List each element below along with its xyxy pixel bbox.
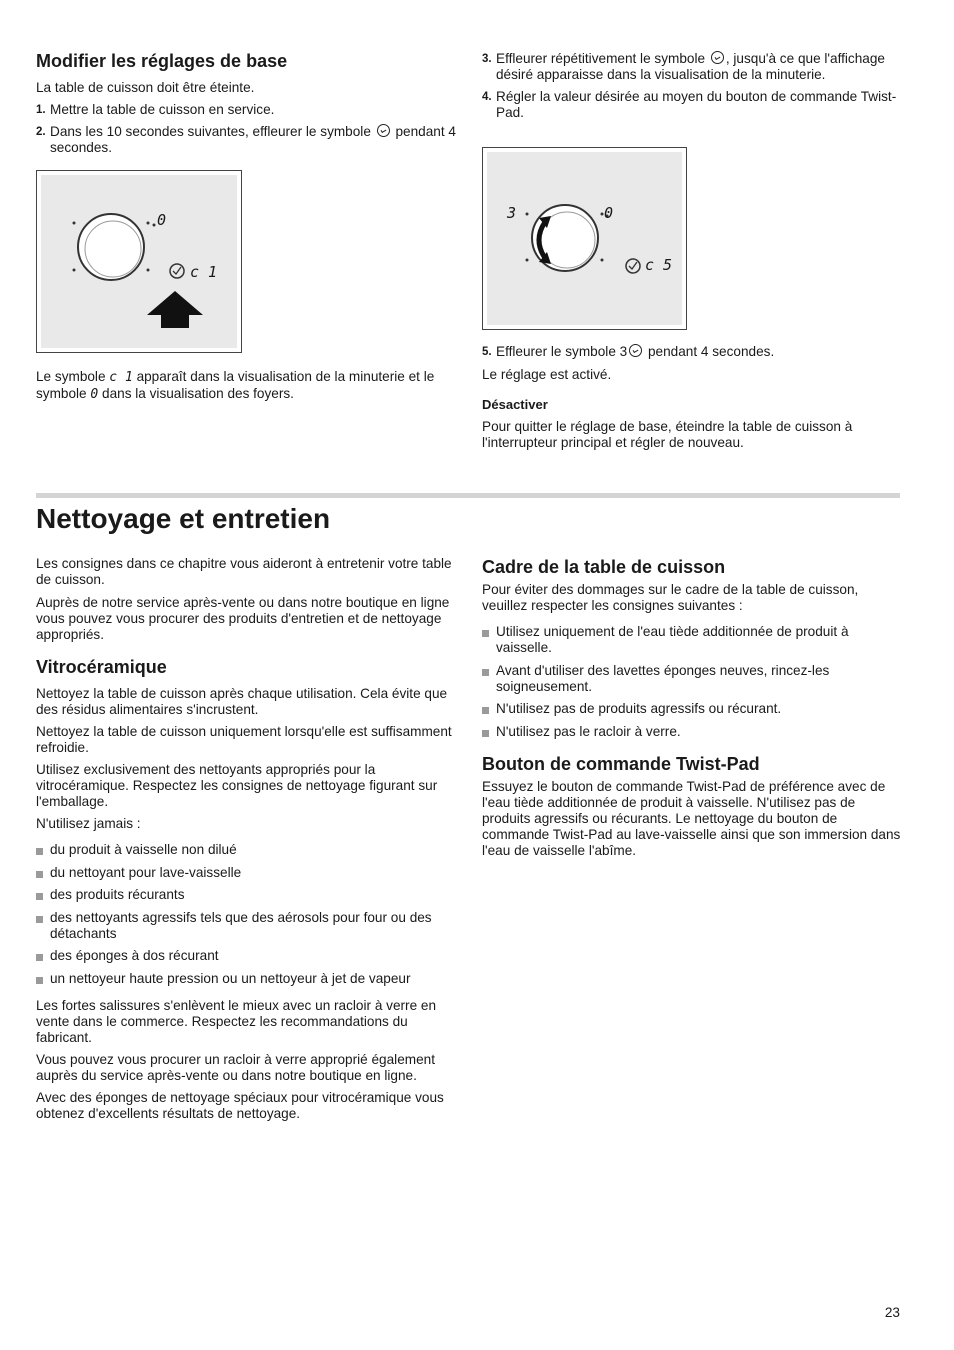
list-item: du produit à vaisselle non dilué xyxy=(36,842,456,858)
section-title: Nettoyage et entretien xyxy=(36,503,331,534)
paragraph: Utilisez exclusivement des nettoyants appropriés pour la vitrocéramique. Respectez les consignes de nettoyage figurant sur l'emballage. xyxy=(36,762,438,809)
list-item: un nettoyeur haute pression ou un nettoyeur à jet de vapeur xyxy=(36,971,456,987)
twist-pad-rotate-icon xyxy=(487,152,682,325)
deactivate-heading: Désactiver xyxy=(482,397,548,412)
step-text-before: Effleurer le symbole 3 xyxy=(496,344,628,359)
control-panel-surface xyxy=(41,175,237,348)
caption-part: dans la visualisation des foyers. xyxy=(102,386,294,401)
step-text xyxy=(496,344,774,360)
timer-symbol-icon xyxy=(711,51,724,64)
paragraph: Nettoyez la table de cuisson après chaque utilisation. Cela évite que des résidus alimentaires s'incrustent. xyxy=(36,686,448,717)
hob-display-zero: 0 xyxy=(157,211,167,229)
hob-display-zero: 0 xyxy=(604,204,614,222)
timer-symbol-icon xyxy=(377,124,390,137)
settings-steps-column xyxy=(482,51,902,121)
cleaning-right-column xyxy=(482,556,902,859)
paragraph: Les consignes dans ce chapitre vous aideront à entretenir votre table de cuisson. xyxy=(36,556,452,587)
step-3 xyxy=(482,51,902,83)
caption-part: Le symbole xyxy=(36,369,106,384)
control-panel-figure-2 xyxy=(482,147,687,330)
step-number: 3. xyxy=(482,53,492,65)
list-item: N'utilisez pas le racloir à verre. xyxy=(482,724,902,740)
step-5 xyxy=(482,344,902,360)
list-item: Avant d'utiliser des lavettes éponges neuves, rincez-les soigneusement. xyxy=(482,663,902,695)
step-text-before: Effleurer répétitivement le symbole xyxy=(496,51,706,66)
paragraph: Essuyez le bouton de commande Twist-Pad de préférence avec de l'eau tiède additionnée de produit à vaisselle. N'utilisez pas de produits agressifs ou récurants. Le nettoyage du bouton de commande Twist-Pad au lave-vaisselle ainsi que son immersion dans l'eau de vaisselle l'abîme. xyxy=(482,778,901,858)
basic-settings-intro: La table de cuisson doit être éteinte. xyxy=(36,80,255,95)
paragraph: Avec des éponges de nettoyage spéciaux pour vitrocéramique vous obtenez d'excellents résultats de nettoyage. xyxy=(36,1089,444,1121)
step-number: 2. xyxy=(36,126,46,138)
frame-heading: Cadre de la table de cuisson xyxy=(482,557,726,577)
paragraph: Auprès de notre service après-vente ou dans notre boutique en ligne vous pouvez vous procurer des produits d'entretien et de nettoyage appropriés. xyxy=(36,595,450,642)
step-text xyxy=(496,51,902,83)
never-use-list xyxy=(36,842,456,987)
twist-pad-knob-icon xyxy=(41,175,237,348)
step-text-after: , jusqu'à ce que l'affichage désiré apparaisse dans la visualisation de la minuterie. xyxy=(496,51,885,82)
list-item: Utilisez uniquement de l'eau tiède additionnée de produit à vaisselle. xyxy=(482,624,902,656)
list-item: du nettoyant pour lave-vaisselle xyxy=(36,865,456,881)
cleaning-left-column xyxy=(36,556,456,1122)
caption-symbol: 0 xyxy=(90,387,99,402)
basic-settings-heading: Modifier les réglages de base xyxy=(36,51,288,71)
list-item: des éponges à dos récurant xyxy=(36,948,456,964)
control-panel-surface xyxy=(487,152,682,325)
step-number: 5. xyxy=(482,346,492,358)
page-number: 23 xyxy=(884,1305,900,1320)
paragraph: Nettoyez la table de cuisson uniquement lorsqu'elle est suffisamment refroidie. xyxy=(36,724,452,755)
step-text-before: Dans les 10 secondes suivantes, effleurer le symbole xyxy=(50,124,371,139)
paragraph: Vous pouvez vous procurer un racloir à verre approprié également auprès du service après-vente ou dans notre boutique en ligne. xyxy=(36,1051,435,1083)
paragraph: Les fortes salissures s'enlèvent le mieux avec un racloir à verre en vente dans le commerce. Respectez les recommandations du fabricant. xyxy=(36,997,437,1045)
step-text xyxy=(50,124,456,156)
list-item: des nettoyants agressifs tels que des aérosols pour four ou des détachants xyxy=(36,910,456,942)
paragraph: N'utilisez jamais : xyxy=(36,816,141,831)
timer-display-code: c 1 xyxy=(190,263,218,281)
timer-display-left: 3 xyxy=(507,204,517,222)
basic-settings-column xyxy=(36,50,456,156)
vitroceramic-heading: Vitrocéramique xyxy=(36,657,167,677)
step-text: Mettre la table de cuisson en service. xyxy=(50,102,275,117)
list-item: des produits récurants xyxy=(36,887,456,903)
caption-part: apparaît dans la visualisation de la minuterie et le symbole xyxy=(36,369,435,401)
step-text: Régler la valeur désirée au moyen du bouton de commande Twist-Pad. xyxy=(496,89,897,120)
step-number: 1. xyxy=(36,104,46,116)
step-text-after: pendant 4 secondes. xyxy=(648,344,775,359)
timer-symbol-icon xyxy=(629,344,642,357)
step-number: 4. xyxy=(482,91,492,103)
figure-1-caption xyxy=(36,369,456,403)
twist-pad-heading: Bouton de commande Twist-Pad xyxy=(482,753,760,774)
section-divider xyxy=(36,493,900,498)
step-2 xyxy=(36,124,456,156)
list-item: N'utilisez pas de produits agressifs ou récurant. xyxy=(482,701,902,717)
paragraph: Pour éviter des dommages sur le cadre de la table de cuisson, veuillez respecter les consignes suivantes : xyxy=(482,582,859,613)
activation-column xyxy=(482,344,902,451)
caption-symbol: c 1 xyxy=(109,370,133,385)
timer-display-code: c 5 xyxy=(645,256,673,274)
deactivate-text: Pour quitter le réglage de base, éteindre la table de cuisson à l'interrupteur principal et régler de nouveau. xyxy=(482,419,853,450)
control-panel-figure-1 xyxy=(36,170,242,353)
frame-care-list xyxy=(482,624,902,740)
step-text-after: pendant 4 secondes. xyxy=(50,124,456,155)
step-1 xyxy=(36,102,456,118)
step-4 xyxy=(482,89,902,121)
setting-result: Le réglage est activé. xyxy=(482,367,612,382)
